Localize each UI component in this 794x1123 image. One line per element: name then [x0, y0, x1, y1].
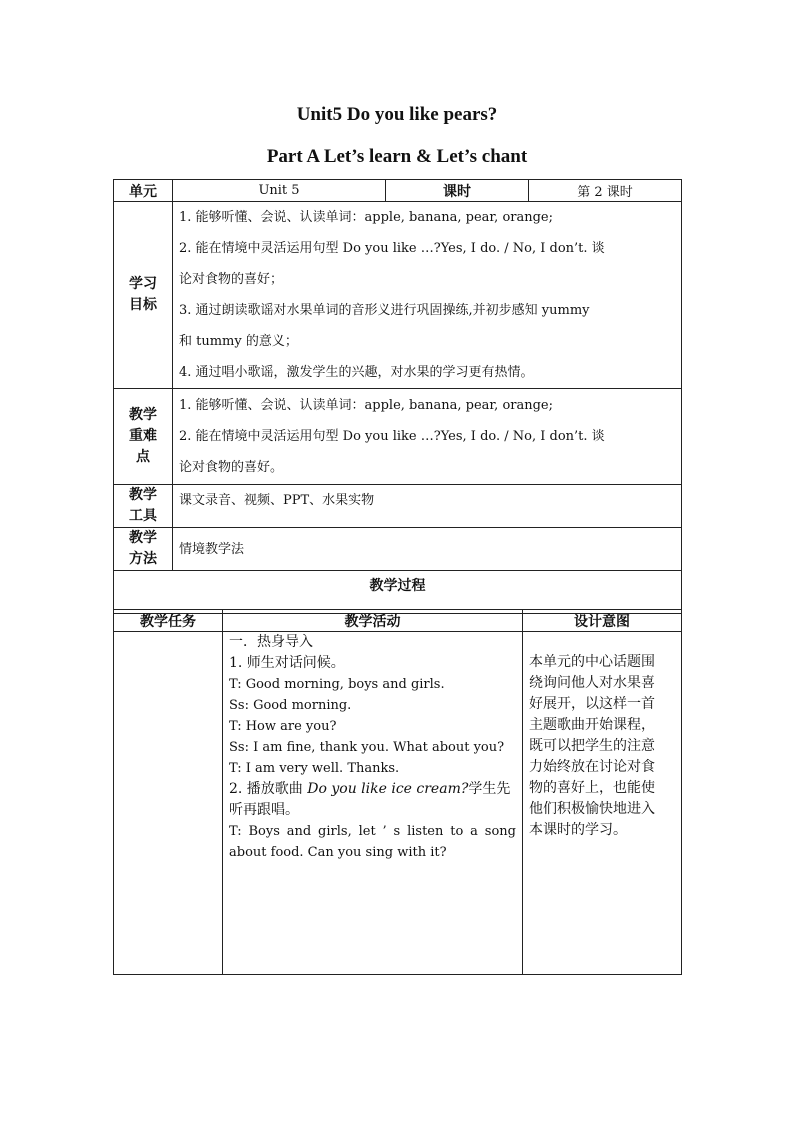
key-point-line: 1. 能够听懂、会说、认读单词：apple, banana, pear, orange;	[179, 398, 554, 413]
activity-line: T: Good morning, boys and girls.	[229, 677, 445, 692]
learning-goals	[173, 202, 682, 389]
activity-line: 2. 播放歌曲 Do you like ice cream?学生先	[229, 781, 511, 797]
col-activity-header: 教学活动	[223, 610, 523, 632]
activity-line: T: How are you?	[229, 719, 337, 734]
design-line: 既可以把学生的注意	[529, 738, 655, 754]
design-line: 本单元的中心话题围	[529, 654, 655, 670]
activity-line: 一．热身导入	[229, 634, 313, 650]
activity-line: T: Boys and girls, let ’ s listen to a song	[229, 824, 516, 839]
method-value: 情境教学法	[173, 528, 682, 571]
song-title: Do you like ice cream?	[307, 781, 469, 797]
activity-line: 听再跟唱。	[229, 802, 299, 818]
design-line: 他们积极愉快地进入	[529, 801, 655, 817]
activity-line: 1. 师生对话问候。	[229, 655, 345, 671]
teaching-process-table	[113, 609, 682, 975]
document-subtitle: Part A Let’s learn & Let’s chant	[266, 146, 528, 167]
goals-label: 学习 目标	[114, 202, 173, 389]
design-line: 物的喜好上，也能使	[529, 780, 655, 796]
method-label: 教学 方法	[114, 528, 173, 571]
design-line: 好展开，以这样一首	[529, 696, 655, 712]
key-points-label: 教学 重难 点	[114, 389, 173, 485]
goal-line: 3. 通过朗读歌谣对水果单词的音形义进行巩固操练,并初步感知 yummy	[179, 303, 590, 318]
goal-line: 论对食物的喜好；	[179, 272, 284, 287]
activity-line: about food. Can you sing with it?	[229, 845, 447, 860]
tools-value: 课文录音、视频、PPT、水果实物	[173, 485, 682, 528]
design-line: 本课时的学习。	[529, 822, 627, 838]
task-cell	[114, 632, 223, 975]
col-task-header: 教学任务	[114, 610, 223, 632]
goal-line: 和 tummy 的意义；	[179, 334, 298, 349]
design-line: 主题歌曲开始课程，	[529, 717, 655, 733]
key-point-line: 2. 能在情境中灵活运用句型 Do you like …?Yes, I do. / No, I don’t. 谈	[179, 429, 605, 444]
activity-line: T: I am very well. Thanks.	[229, 761, 400, 776]
goal-line: 4. 通过唱小歌谣，激发学生的兴趣，对水果的学习更有热情。	[179, 365, 534, 380]
col-design-header: 设计意图	[523, 610, 682, 632]
activity-cell	[223, 632, 523, 975]
activity-line: Ss: Good morning.	[229, 698, 352, 713]
tools-label: 教学 工具	[114, 485, 173, 528]
process-title: 教学过程	[114, 571, 682, 614]
activity-line: Ss: I am fine, thank you. What about you?	[229, 740, 505, 755]
goal-line: 2. 能在情境中灵活运用句型 Do you like …?Yes, I do. / No, I don’t. 谈	[179, 241, 605, 256]
key-point-line: 论对食物的喜好。	[179, 460, 284, 475]
design-cell	[523, 632, 682, 975]
period-label: 课时	[386, 180, 529, 202]
lesson-info-table	[113, 179, 682, 614]
unit-value: Unit 5	[173, 180, 386, 202]
key-points	[173, 389, 682, 485]
design-line: 绕询问他人对水果喜	[529, 675, 655, 691]
design-line: 力始终放在讨论对食	[529, 759, 655, 775]
goal-line: 1. 能够听懂、会说、认读单词：apple, banana, pear, orange;	[179, 210, 554, 225]
document-title: Unit5 Do you like pears?	[296, 104, 498, 125]
unit-label: 单元	[114, 180, 173, 202]
period-value: 第 2 课时	[529, 180, 682, 202]
